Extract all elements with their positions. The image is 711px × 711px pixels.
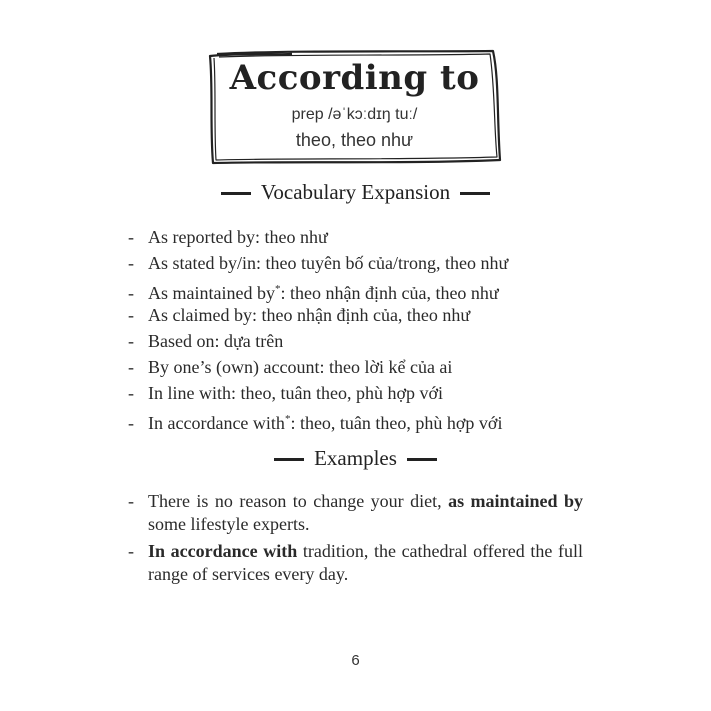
- asterisk-mark: *: [274, 283, 281, 295]
- list-item: [128, 276, 508, 302]
- vocab-item-text: In accordance with*: theo, tuân theo, phù hợp với: [148, 413, 503, 433]
- vocab-item-text: As maintained by*: theo nhận định của, theo như: [148, 283, 499, 303]
- asterisk-mark: *: [284, 413, 291, 425]
- examples-heading-text: Examples: [314, 446, 397, 470]
- entry-word: According to: [229, 58, 480, 98]
- bullet: -: [128, 305, 134, 325]
- list-item: [128, 354, 508, 380]
- vocab-item-text: By one’s (own) account: theo lời kể của ai: [148, 357, 453, 377]
- vocab-item-text: As claimed by: theo nhận định của, theo như: [148, 305, 471, 325]
- pronunciation: prep /əˈkɔːdɪŋ tuː/: [291, 106, 418, 123]
- heading-dash-right: [460, 192, 490, 195]
- example-text-after: some lifestyle experts.: [148, 514, 310, 534]
- examples-list: [128, 490, 583, 590]
- bullet: -: [128, 331, 134, 351]
- bullet: -: [128, 253, 134, 273]
- heading-dash-right: [407, 458, 437, 461]
- vocabulary-heading: [0, 180, 711, 205]
- heading-dash-left: [274, 458, 304, 461]
- bullet: -: [128, 541, 134, 561]
- example-text-after: tradition, the cathedral offered the full range of services every day.: [148, 541, 583, 584]
- bullet: -: [128, 413, 134, 433]
- vocab-item-text: Based on: dựa trên: [148, 331, 284, 351]
- list-item: [128, 490, 583, 536]
- example-text-before: There is no reason to change your diet,: [148, 491, 449, 511]
- meaning: theo, theo như: [295, 130, 414, 150]
- bullet: -: [128, 383, 134, 403]
- vocab-item-text: As stated by/in: theo tuyên bố của/trong, theo như: [148, 253, 509, 273]
- bullet: -: [128, 491, 134, 511]
- list-item: [128, 540, 583, 586]
- bullet: -: [128, 283, 134, 303]
- heading-dash-left: [221, 192, 251, 195]
- list-item: [128, 380, 508, 406]
- vocab-item-text: In line with: theo, tuân theo, phù hợp với: [148, 383, 443, 403]
- vocab-item-text: As reported by: theo như: [148, 227, 328, 247]
- example-highlight: as maintained by: [448, 491, 584, 511]
- vocabulary-list: [128, 224, 508, 432]
- list-item: [128, 328, 508, 354]
- list-item: [128, 406, 508, 432]
- examples-heading: [0, 446, 711, 471]
- list-item: [128, 250, 508, 276]
- example-highlight: In accordance with: [148, 541, 298, 561]
- page-number: 6: [351, 652, 360, 669]
- title-box: [207, 48, 502, 166]
- bullet: -: [128, 357, 134, 377]
- bullet: -: [128, 227, 134, 247]
- list-item: [128, 302, 508, 328]
- list-item: [128, 224, 508, 250]
- vocabulary-heading-text: Vocabulary Expansion: [260, 180, 451, 204]
